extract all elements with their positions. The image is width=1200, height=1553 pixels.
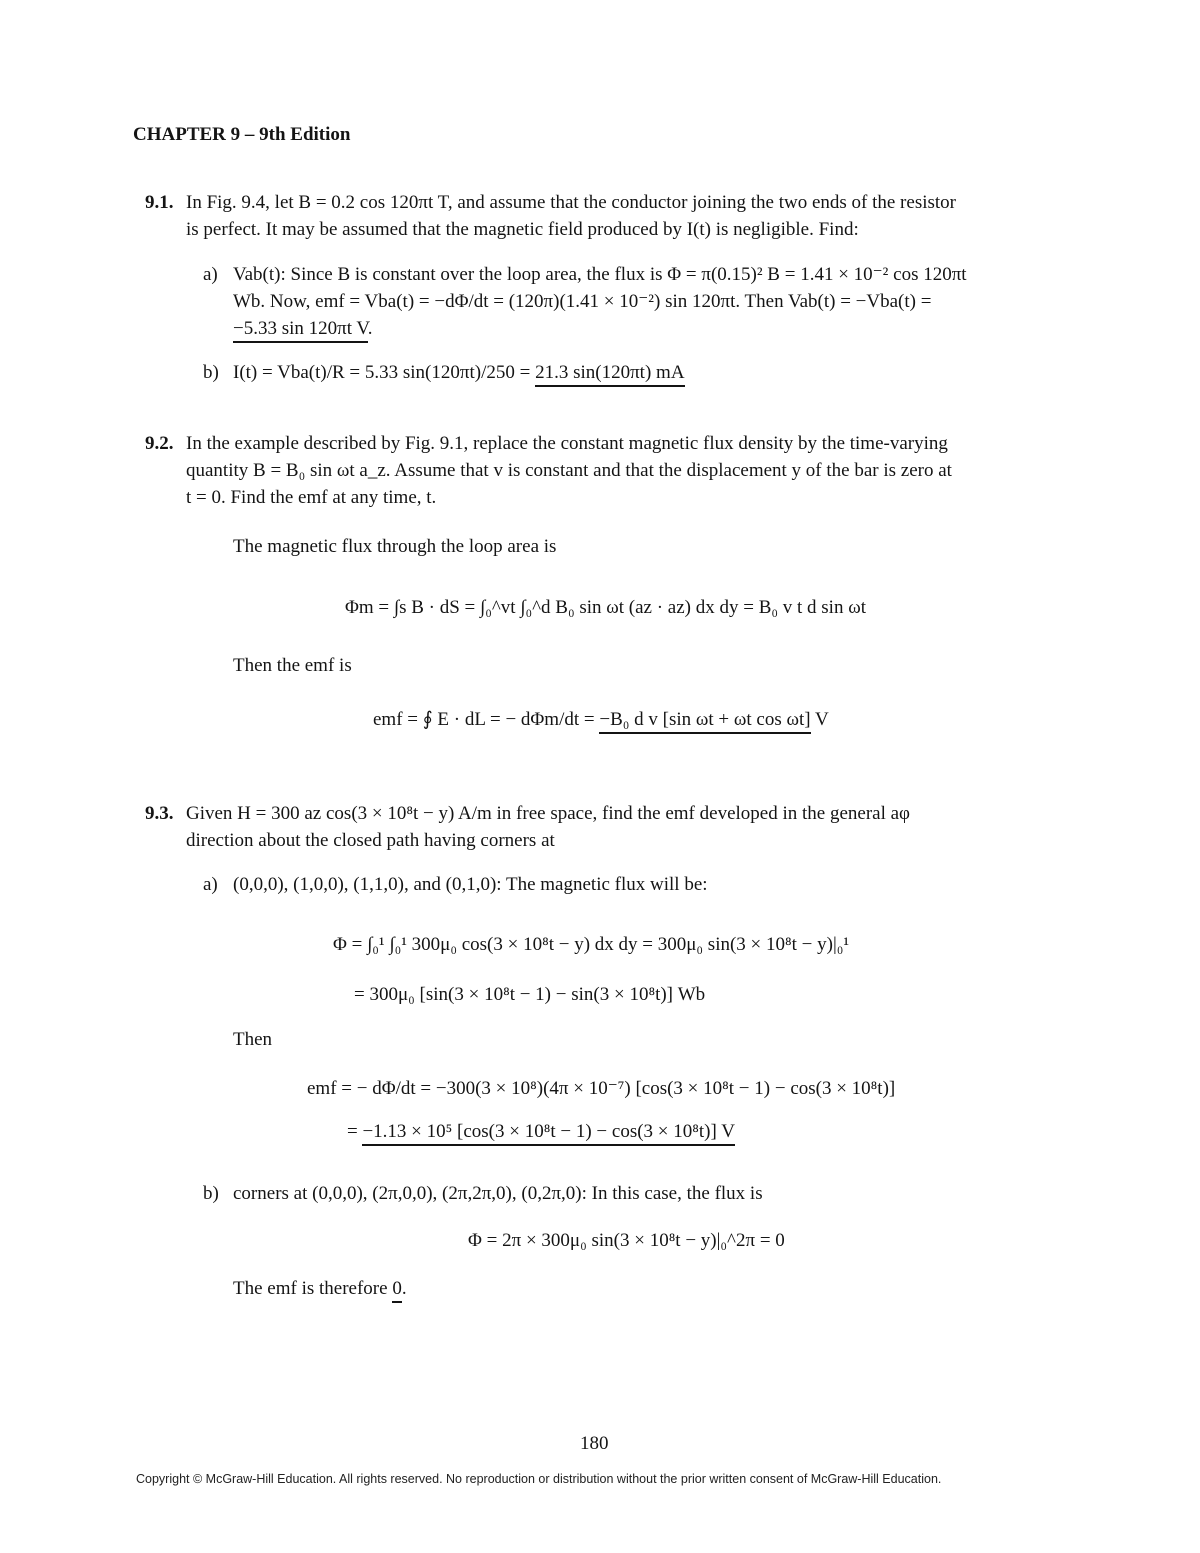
emf-result-equals: =: [347, 1121, 358, 1142]
problem-number-9-1: 9.1.: [145, 192, 174, 213]
problem-number-9-3: 9.3.: [145, 803, 174, 824]
emf-conclusion: [233, 1278, 407, 1301]
part-a-answer: −5.33 sin 120πt V: [233, 318, 368, 343]
problem-9-2-statement-line3: t = 0. Find the emf at any time, t.: [186, 487, 437, 508]
part-label-a: a): [203, 264, 218, 285]
emf-intro: Then the emf is: [233, 655, 352, 676]
part-b-text: I(t) = Vba(t)/R = 5.33 sin(120πt)/250 =: [233, 362, 531, 383]
flux-equation-part-b: Φ = 2π × 300μ₀ sin(3 × 10⁸t − y)|₀^2π = 0: [468, 1230, 785, 1251]
part-a-line3: [233, 318, 372, 341]
emf-derivation-9-3: emf = − dΦ/dt = −300(3 × 10⁸)(4π × 10⁻⁷) [cos(3 × 10⁸t − 1) − cos(3 × 10⁸t)]: [307, 1078, 896, 1099]
part-a-text-9-3: (0,0,0), (1,0,0), (1,1,0), and (0,1,0): The magnetic flux will be:: [233, 874, 708, 895]
problem-9-3-statement-line2: direction about the closed path having corners at: [186, 830, 555, 851]
problem-9-1-statement-line1: In Fig. 9.4, let B = 0.2 cos 120πt T, and assume that the conductor joining the two ends of the resistor: [186, 192, 956, 213]
page-number: 180: [580, 1433, 609, 1454]
part-a-line1: Vab(t): Since B is constant over the loop area, the flux is Φ = π(0.15)² B = 1.41 × 10⁻² cos 120πt: [233, 264, 967, 285]
problem-9-2-statement-line2: quantity B = B₀ sin ωt a_z. Assume that v is constant and that the displacement y of the bar is zero at: [186, 460, 952, 481]
then-label: Then: [233, 1029, 273, 1050]
emf-conclusion-answer: 0: [392, 1278, 402, 1303]
flux-equation: Φm = ∫s B · dS = ∫₀^vt ∫₀^d B₀ sin ωt (az · az) dx dy = B₀ v t d sin ωt: [345, 597, 866, 618]
part-b-text-9-3: corners at (0,0,0), (2π,0,0), (2π,2π,0), (0,2π,0): In this case, the flux is: [233, 1183, 763, 1204]
chapter-title: CHAPTER 9 – 9th Edition: [133, 124, 351, 145]
part-b-line: [233, 362, 685, 385]
emf-result-answer: −1.13 × 10⁵ [cos(3 × 10⁸t − 1) − cos(3 × 10⁸t)] V: [362, 1121, 734, 1146]
part-label-b-9-3: b): [203, 1183, 219, 1204]
emf-equation-left: emf = ∮ E · dL = − dΦm/dt =: [373, 709, 595, 730]
part-a-line2: Wb. Now, emf = Vba(t) = −dΦ/dt = (120π)(1.41 × 10⁻²) sin 120πt. Then Vab(t) = −Vba(t) =: [233, 291, 932, 312]
part-label-b: b): [203, 362, 219, 383]
emf-conclusion-period: .: [401, 1278, 407, 1299]
emf-conclusion-text: The emf is therefore: [233, 1278, 388, 1299]
emf-equation-answer: −B₀ d v [sin ωt + ωt cos ωt]: [599, 709, 810, 734]
emf-equation-unit: V: [815, 709, 829, 730]
part-a-period: .: [367, 318, 373, 339]
part-label-a-9-3: a): [203, 874, 218, 895]
flux-equation-9-3: Φ = ∫₀¹ ∫₀¹ 300μ₀ cos(3 × 10⁸t − y) dx dy = 300μ₀ sin(3 × 10⁸t − y)|₀¹: [333, 934, 850, 955]
copyright-footer: Copyright © McGraw-Hill Education. All rights reserved. No reproduction or distribution without the prior written consent of McGraw-Hill Education.: [136, 1472, 942, 1486]
part-b-answer: 21.3 sin(120πt) mA: [535, 362, 684, 387]
emf-result-9-3: [347, 1121, 735, 1144]
flux-result-9-3: = 300μ₀ [sin(3 × 10⁸t − 1) − sin(3 × 10⁸t)] Wb: [354, 984, 706, 1005]
problem-9-3-statement-line1: Given H = 300 az cos(3 × 10⁸t − y) A/m in free space, find the emf developed in the general aφ: [186, 803, 911, 824]
problem-9-2-statement-line1: In the example described by Fig. 9.1, replace the constant magnetic flux density by the time-varying: [186, 433, 948, 454]
problem-9-1-statement-line2: is perfect. It may be assumed that the magnetic field produced by I(t) is negligible. Find:: [186, 219, 859, 240]
emf-equation: [373, 709, 829, 732]
problem-number-9-2: 9.2.: [145, 433, 174, 454]
flux-intro: The magnetic flux through the loop area is: [233, 536, 557, 557]
